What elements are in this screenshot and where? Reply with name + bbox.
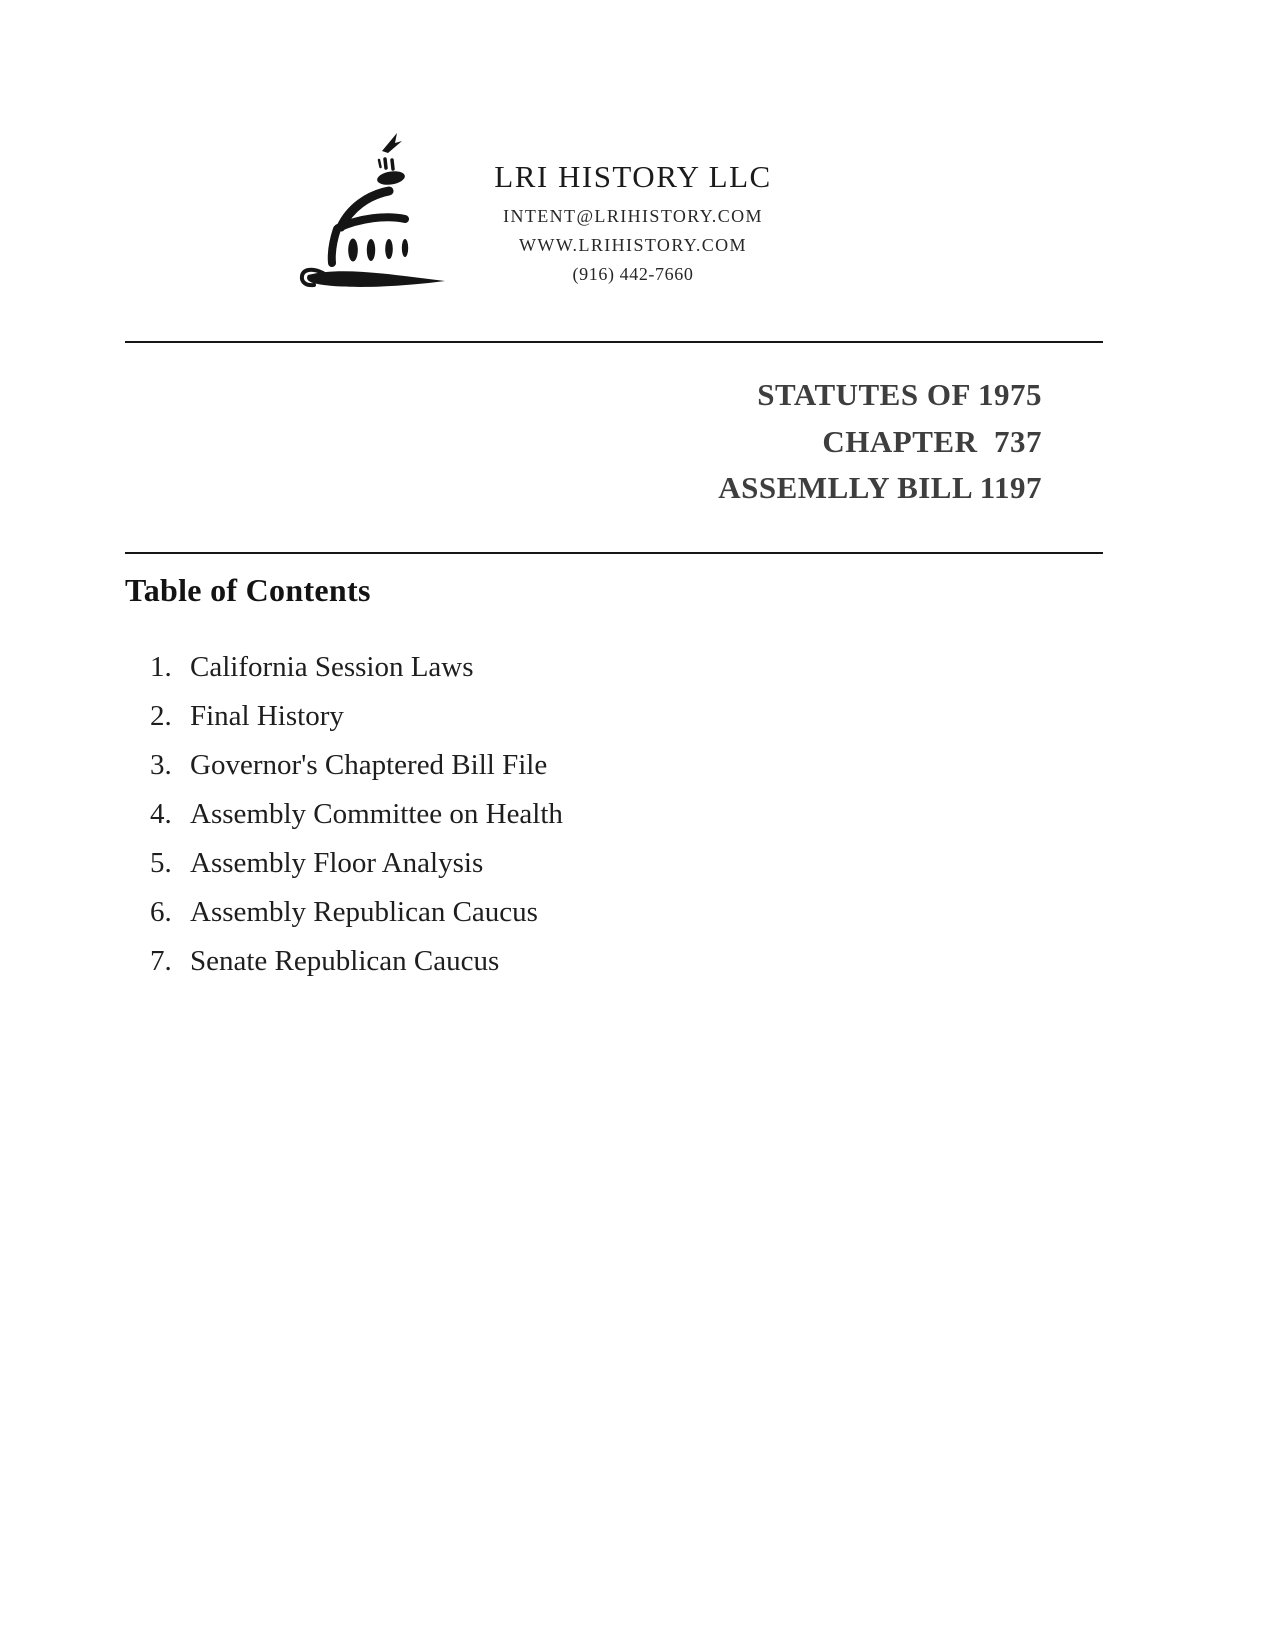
toc-title: Table of Contents xyxy=(125,572,371,608)
toc-item xyxy=(150,701,563,731)
toc-item-number: 7. xyxy=(150,945,172,977)
toc-item-label: Assembly Republican Caucus xyxy=(190,896,538,928)
divider-bottom xyxy=(125,552,1103,554)
toc-item-number: 3. xyxy=(150,749,172,781)
toc-item-label: Governor's Chaptered Bill File xyxy=(190,749,548,781)
divider-top xyxy=(125,341,1103,343)
statute-title-block xyxy=(718,372,1042,512)
toc-item-number: 6. xyxy=(150,896,172,928)
toc-item-label: Assembly Committee on Health xyxy=(190,798,563,830)
toc-item-label: Assembly Floor Analysis xyxy=(190,847,484,879)
toc-item-label: Final History xyxy=(190,700,344,732)
letterhead xyxy=(0,158,1266,289)
chapter-line: CHAPTER 737 xyxy=(822,423,1042,459)
assembly-bill-line: ASSEMLLY BILL 1197 xyxy=(718,470,1042,505)
toc-list xyxy=(150,652,563,995)
toc-item-number: 4. xyxy=(150,798,172,830)
toc-item-number: 5. xyxy=(150,847,172,879)
toc-item xyxy=(150,652,563,682)
toc-item xyxy=(150,750,563,780)
company-name: LRI HISTORY LLC xyxy=(494,159,772,194)
toc-item-number: 2. xyxy=(150,700,172,732)
toc-item xyxy=(150,799,563,829)
toc-item-label: Senate Republican Caucus xyxy=(190,945,500,977)
toc-item-number: 1. xyxy=(150,651,172,683)
toc-item-label: California Session Laws xyxy=(190,651,474,683)
email-text: INTENT@LRIHISTORY.COM xyxy=(503,206,763,226)
toc-item xyxy=(150,848,563,878)
toc-item xyxy=(150,897,563,927)
statutes-year-line: STATUTES OF 1975 xyxy=(757,377,1042,412)
website-text: WWW.LRIHISTORY.COM xyxy=(519,235,747,255)
phone-text: (916) 442-7660 xyxy=(572,264,694,284)
toc-item xyxy=(150,946,563,976)
